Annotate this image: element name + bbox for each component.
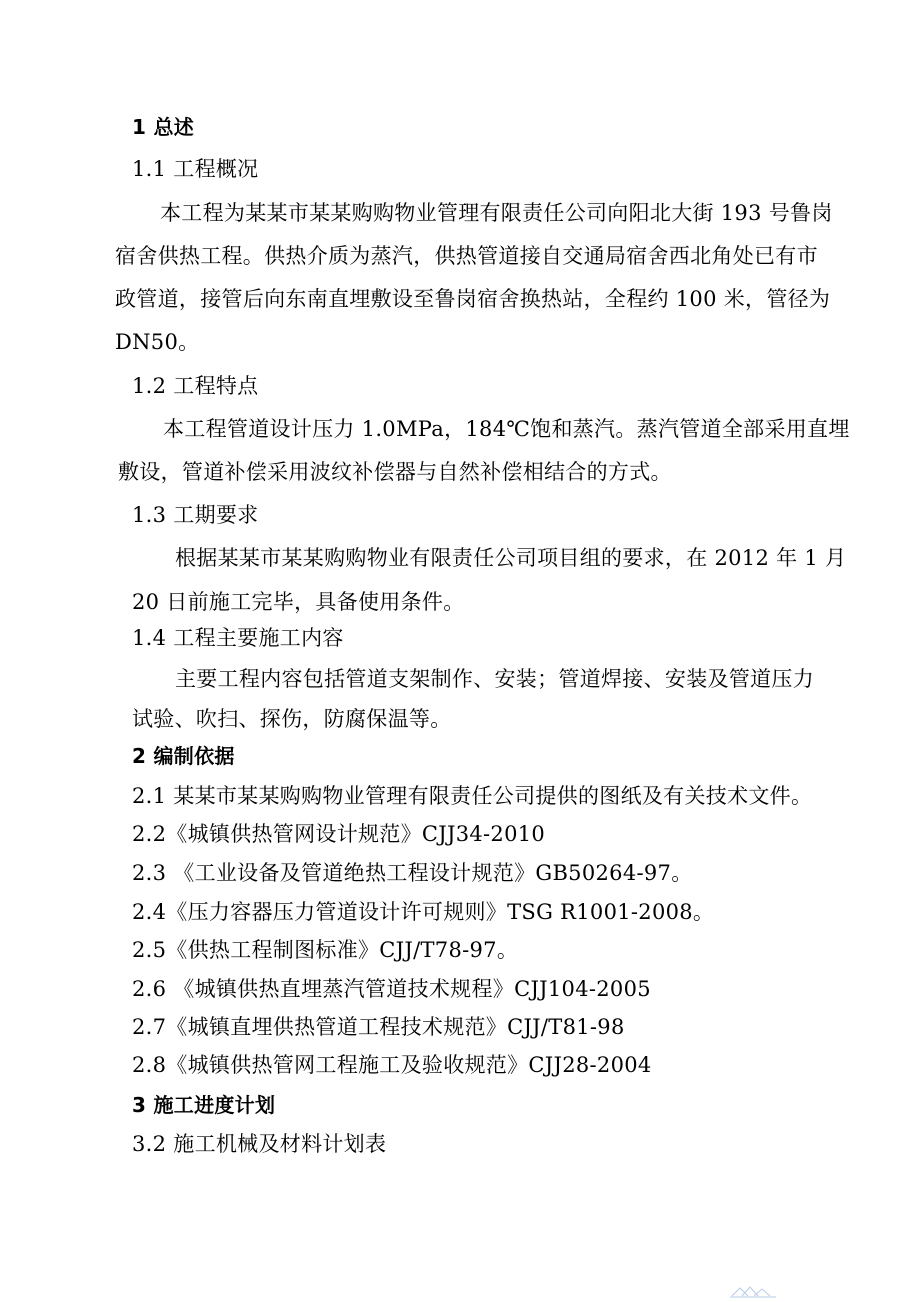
reference-item: 2.7《城镇直埋供热管道工程技术规范》CJJ/T81-98: [132, 1015, 625, 1039]
paragraph-line: 主要工程内容包括管道支架制作、安装；管道焊接、安装及管道压力: [175, 667, 814, 691]
watermark-icon: [728, 1284, 778, 1298]
section-2-title: 2 编制依据: [132, 744, 235, 768]
paragraph-line: 政管道，接管后向东南直埋敷设至鲁岗宿舍换热站，全程约 100 米，管径为: [115, 287, 831, 311]
paragraph-line: 本工程管道设计压力 1.0MPa，184℃饱和蒸汽。蒸汽管道全部采用直埋: [163, 417, 850, 441]
paragraph-line: DN50。: [115, 330, 200, 354]
reference-item: 2.8《城镇供热管网工程施工及验收规范》CJJ28-2004: [132, 1053, 652, 1077]
reference-item: 2.3 《工业设备及管道绝热工程设计规范》GB50264-97。: [132, 861, 693, 885]
section-1-3-heading: 1.3 工期要求: [132, 503, 259, 527]
paragraph-line: 宿舍供热工程。供热介质为蒸汽，供热管道接自交通局宿舍西北角处已有市: [115, 244, 818, 268]
section-3-2-heading: 3.2 施工机械及材料计划表: [132, 1132, 387, 1156]
paragraph-line: 根据某某市某某购购物业有限责任公司项目组的要求，在 2012 年 1 月: [175, 546, 847, 570]
paragraph-line: 试验、吹扫、探伤，防腐保温等。: [132, 707, 452, 731]
reference-item: 2.6 《城镇供热直埋蒸汽管道技术规程》CJJ104-2005: [132, 977, 651, 1001]
section-1-2-heading: 1.2 工程特点: [132, 374, 259, 398]
paragraph-line: 敷设，管道补偿采用波纹补偿器与自然补偿相结合的方式。: [118, 460, 672, 484]
section-1-title: 1 总述: [132, 115, 195, 139]
section-1-4-heading: 1.4 工程主要施工内容: [132, 626, 344, 650]
section-1-1-heading: 1.1 工程概况: [132, 157, 259, 181]
reference-item: 2.4《压力容器压力管道设计许可规则》TSG R1001-2008。: [132, 900, 715, 924]
reference-item: 2.5《供热工程制图标准》CJJ/T78-97。: [132, 938, 519, 962]
paragraph-line: 20 日前施工完毕，具备使用条件。: [132, 590, 465, 614]
reference-item: 2.2《城镇供热管网设计规范》CJJ34-2010: [132, 822, 546, 846]
paragraph-line: 本工程为某某市某某购购物业管理有限责任公司向阳北大街 193 号鲁岗: [160, 201, 833, 225]
reference-item: 2.1 某某市某某购购物业管理有限责任公司提供的图纸及有关技术文件。: [132, 784, 813, 808]
section-3-title: 3 施工进度计划: [132, 1093, 276, 1117]
